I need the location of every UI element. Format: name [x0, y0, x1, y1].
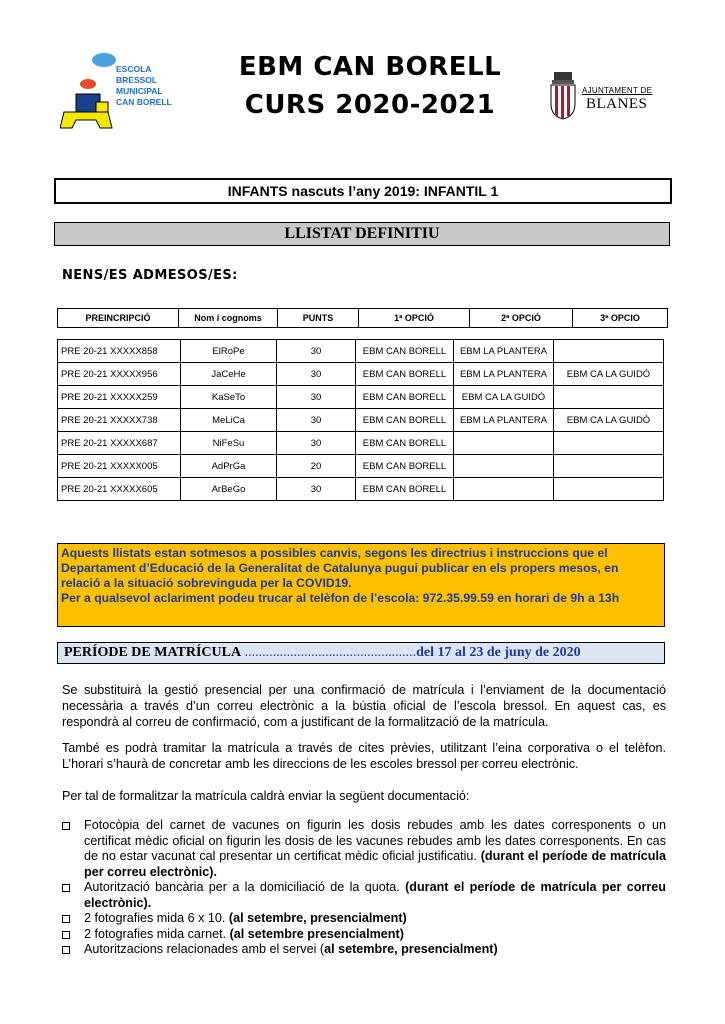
paragraph: També es podrà tramitar la matrícula a través de cites prèvies, utilitzant l’eina corporativa o el telèfon. L’horari s’haurà de concretar amb les direccions de les escoles bressol per correu electrònic. [62, 741, 666, 771]
column-header: 3ª OPCIO [573, 309, 668, 328]
list-item [62, 880, 666, 911]
table-cell [554, 478, 664, 501]
notice-box [57, 543, 665, 627]
page-subtitle: CURS 2020-2021 [244, 90, 496, 120]
table-row [58, 455, 664, 478]
table-cell: KaSeTo [181, 386, 277, 409]
school-logo [60, 46, 190, 136]
table-cell [454, 455, 554, 478]
checkbox-bullet-icon [62, 884, 70, 892]
table-cell: EBM CAN BORELL [356, 432, 454, 455]
school-logo-line: ESCOLA [116, 64, 152, 74]
table-cell: 30 [277, 363, 356, 386]
table-cell [454, 432, 554, 455]
table-cell: PRE 20-21 XXXXX605 [58, 478, 181, 501]
table-cell: PRE 20-21 XXXXX005 [58, 455, 181, 478]
table-cell: PRE 20-21 XXXXX858 [58, 340, 181, 363]
table-cell [554, 455, 664, 478]
table-cell: EBM CAN BORELL [356, 386, 454, 409]
table-cell: JaCeHe [181, 363, 277, 386]
group-title: INFANTS nascuts l’any 2019: INFANTIL 1 [54, 178, 672, 204]
table-cell: ElRoPe [181, 340, 277, 363]
table-cell: EBM CA LA GUIDÓ [454, 386, 554, 409]
list-item [62, 911, 666, 927]
table-cell: EBM CAN BORELL [356, 340, 454, 363]
list-item-text: Autoritzacions relacionades amb el servei ( [84, 942, 325, 956]
table-cell [454, 478, 554, 501]
list-item-text: Fotocòpia del carnet de vacunes on figurin les dosis rebudes amb les dates corresponents o un certificat mèdic oficial on figurin les dosis de les vacunes rebudes amb les dates corresponents. En cas de no estar vacunat cal presentar un certificat mèdic oficial justificatiu. [84, 818, 666, 863]
table-cell: EBM CA LA GUIDÓ [554, 363, 664, 386]
table-cell: 30 [277, 409, 356, 432]
table-cell: PRE 20-21 XXXXX956 [58, 363, 181, 386]
period-dots: ................................................. [241, 645, 417, 660]
list-item [62, 927, 666, 943]
checkbox-bullet-icon [62, 931, 70, 939]
paragraph: Se substituirà la gestió presencial per una confirmació de matrícula i l’enviament de la documentació necessària a través d’un correu electrònic a la bústia oficial de l’escola bressol. En aquest cas, es respondrà al correu de confirmació, com a justificant de la formalització de la matrícula. [62, 683, 666, 729]
council-logo-line1: AJUNTAMENT DE [582, 86, 653, 95]
column-header: 2ª OPCIÓ [470, 309, 573, 328]
table-cell: 30 [277, 386, 356, 409]
list-item [62, 942, 666, 958]
table-cell: EBM CA LA GUIDÓ [554, 409, 664, 432]
table-cell: ArBeGo [181, 478, 277, 501]
checkbox-bullet-icon [62, 822, 70, 830]
table-cell: MeLiCa [181, 409, 277, 432]
checkbox-bullet-icon [62, 946, 70, 954]
checkbox-bullet-icon [62, 915, 70, 923]
list-title: LLISTAT DEFINITIU [54, 222, 670, 246]
column-header: Nom i cognoms [179, 309, 278, 328]
coat-of-arms-icon [548, 72, 578, 120]
table-row [58, 386, 664, 409]
list-item-note: (al setembre, presencialment) [225, 911, 407, 925]
council-logo-line2: BLANES [586, 96, 648, 112]
admitted-table [57, 339, 664, 501]
list-item [62, 818, 666, 880]
notice-contact: Per a qualsevol aclariment podeu trucar al telèfon de l’escola: 972.35.99.59 en horari de 9h a 13h [61, 591, 620, 605]
school-logo-line: MUNICIPAL [116, 86, 163, 96]
table-cell: 30 [277, 432, 356, 455]
table-cell: EBM CAN BORELL [356, 478, 454, 501]
table-cell: 30 [277, 478, 356, 501]
school-logo-line: BRESSOL [116, 75, 158, 85]
list-item-text: 2 fotografies mida 6 x 10. [84, 911, 226, 925]
admitted-heading: NENS/ES ADMESOS/ES: [62, 268, 238, 283]
table-cell [554, 386, 664, 409]
period-dates: del 17 al 23 de juny de 2020 [416, 645, 581, 660]
table-row [58, 478, 664, 501]
table-header [57, 308, 668, 328]
list-item-note: (durant el període de matrícula per correu electrònic). [84, 849, 666, 879]
table-cell: EBM LA PLANTERA [454, 363, 554, 386]
table-row [58, 340, 664, 363]
list-item-note: (al setembre presencialment) [226, 926, 404, 941]
enrolment-period [57, 642, 665, 664]
table-cell: EBM CAN BORELL [356, 455, 454, 478]
table-cell: EBM LA PLANTERA [454, 409, 554, 432]
council-logo [548, 72, 660, 122]
column-header: PREINCRIPCIÓ [58, 309, 179, 328]
column-header: 1ª OPCIÓ [359, 309, 470, 328]
table-cell: AdPrGa [181, 455, 277, 478]
documents-list [62, 818, 666, 958]
table-cell: PRE 20-21 XXXXX259 [58, 386, 181, 409]
table-cell [554, 432, 664, 455]
notice-text: Aquests llistats estan sotmesos a possibles canvis, segons les directrius i instruccions que el Departament d’Educació de la Generalitat de Catalunya pugui publicar en els propers mesos, en relació a la situació sobrevinguda per la COVID19. [61, 546, 619, 590]
table-cell [554, 340, 664, 363]
list-item-note: al setembre, presencialment) [324, 942, 498, 956]
list-item-text: Autorització bancària per a la domiciliació de la quota. [84, 880, 400, 894]
table-row [58, 363, 664, 386]
table-cell: PRE 20-21 XXXXX738 [58, 409, 181, 432]
table-cell: EBM CAN BORELL [356, 409, 454, 432]
list-item-note: (durant el període de matrícula per correu electrònic). [84, 880, 666, 910]
paragraph: Per tal de formalitzar la matrícula caldrà enviar la següent documentació: [62, 789, 470, 803]
column-header: PUNTS [278, 309, 359, 328]
table-cell: EBM LA PLANTERA [454, 340, 554, 363]
table-cell: 30 [277, 340, 356, 363]
school-logo-line: CAN BORELL [116, 97, 172, 107]
table-cell: NiFeSu [181, 432, 277, 455]
table-cell: EBM CAN BORELL [356, 363, 454, 386]
page-title: EBM CAN BORELL [238, 52, 502, 82]
list-item-text: 2 fotografies mida carnet. [84, 926, 227, 941]
table-cell: PRE 20-21 XXXXX687 [58, 432, 181, 455]
table-row [58, 432, 664, 455]
period-label: PERÍODE DE MATRÍCULA [64, 645, 242, 660]
table-cell: 20 [277, 455, 356, 478]
table-row [58, 409, 664, 432]
